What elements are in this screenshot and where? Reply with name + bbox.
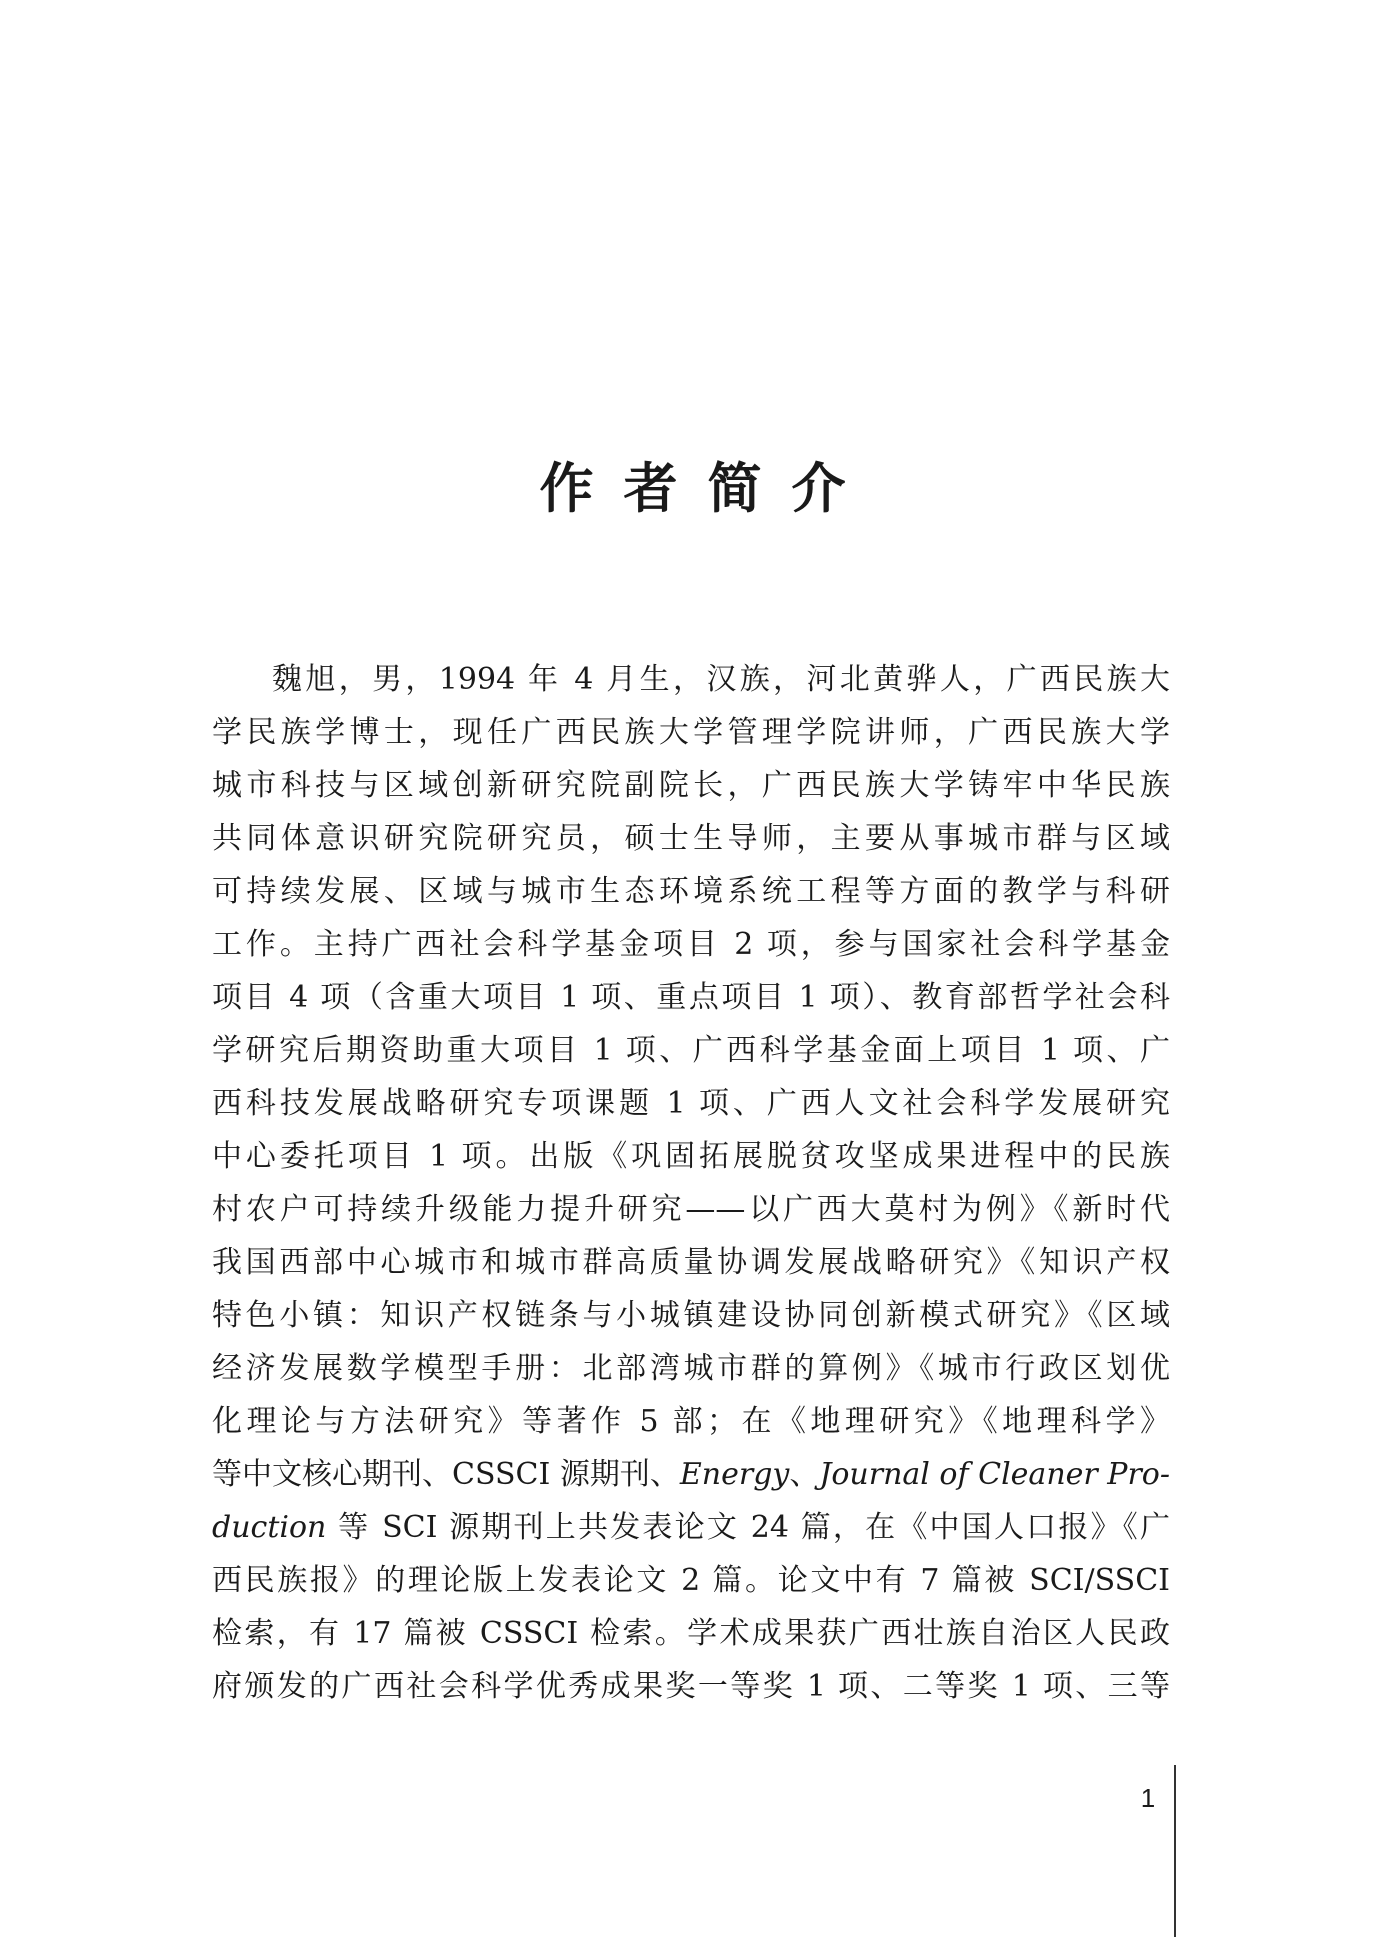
page-title: 作者简介 — [539, 456, 876, 520]
bio-line: 等中文核心期刊、CSSCI 源期刊、Energy、Journal of Cleaner Pro- — [212, 1457, 1170, 1492]
bio-line: 共同体意识研究院研究员，硕士生导师，主要从事城市群与区域 — [212, 821, 1170, 856]
bio-line: 工作。主持广西社会科学基金项目 2 项，参与国家社会科学基金 — [212, 927, 1170, 962]
bio-line: 经济发展数学模型手册：北部湾城市群的算例》《城市行政区划优 — [212, 1351, 1170, 1386]
page-edge-rule — [1174, 1765, 1176, 1937]
page-number: 1 — [1140, 1783, 1156, 1813]
author-bio — [212, 653, 1170, 1713]
bio-line: 中心委托项目 1 项。出版《巩固拓展脱贫攻坚成果进程中的民族 — [212, 1139, 1170, 1174]
bio-line: 西民族报》的理论版上发表论文 2 篇。论文中有 7 篇被 SCI/SSCI — [212, 1563, 1170, 1598]
bio-line: 村农户可持续升级能力提升研究——以广西大莫村为例》《新时代 — [212, 1192, 1170, 1227]
bio-line: 城市科技与区域创新研究院副院长，广西民族大学铸牢中华民族 — [212, 768, 1170, 803]
bio-line: 我国西部中心城市和城市群高质量协调发展战略研究》《知识产权 — [212, 1245, 1170, 1280]
bio-line: 化理论与方法研究》等著作 5 部；在《地理研究》《地理科学》 — [212, 1404, 1170, 1439]
bio-line: 学民族学博士，现任广西民族大学管理学院讲师，广西民族大学 — [212, 715, 1170, 750]
bio-line: 学研究后期资助重大项目 1 项、广西科学基金面上项目 1 项、广 — [212, 1033, 1170, 1068]
bio-line: 特色小镇：知识产权链条与小城镇建设协同创新模式研究》《区域 — [212, 1298, 1170, 1333]
bio-line: 魏旭，男，1994 年 4 月生，汉族，河北黄骅人，广西民族大 — [272, 662, 1170, 697]
bio-line: 府颁发的广西社会科学优秀成果奖一等奖 1 项、二等奖 1 项、三等 — [212, 1669, 1170, 1704]
bio-line: duction 等 SCI 源期刊上共发表论文 24 篇，在《中国人口报》《广 — [212, 1510, 1170, 1545]
bio-line: 可持续发展、区域与城市生态环境系统工程等方面的教学与科研 — [212, 874, 1170, 909]
bio-line: 西科技发展战略研究专项课题 1 项、广西人文社会科学发展研究 — [212, 1086, 1170, 1121]
bio-line: 项目 4 项（含重大项目 1 项、重点项目 1 项）、教育部哲学社会科 — [212, 980, 1170, 1015]
bio-line: 检索，有 17 篇被 CSSCI 检索。学术成果获广西壮族自治区人民政 — [212, 1616, 1170, 1651]
